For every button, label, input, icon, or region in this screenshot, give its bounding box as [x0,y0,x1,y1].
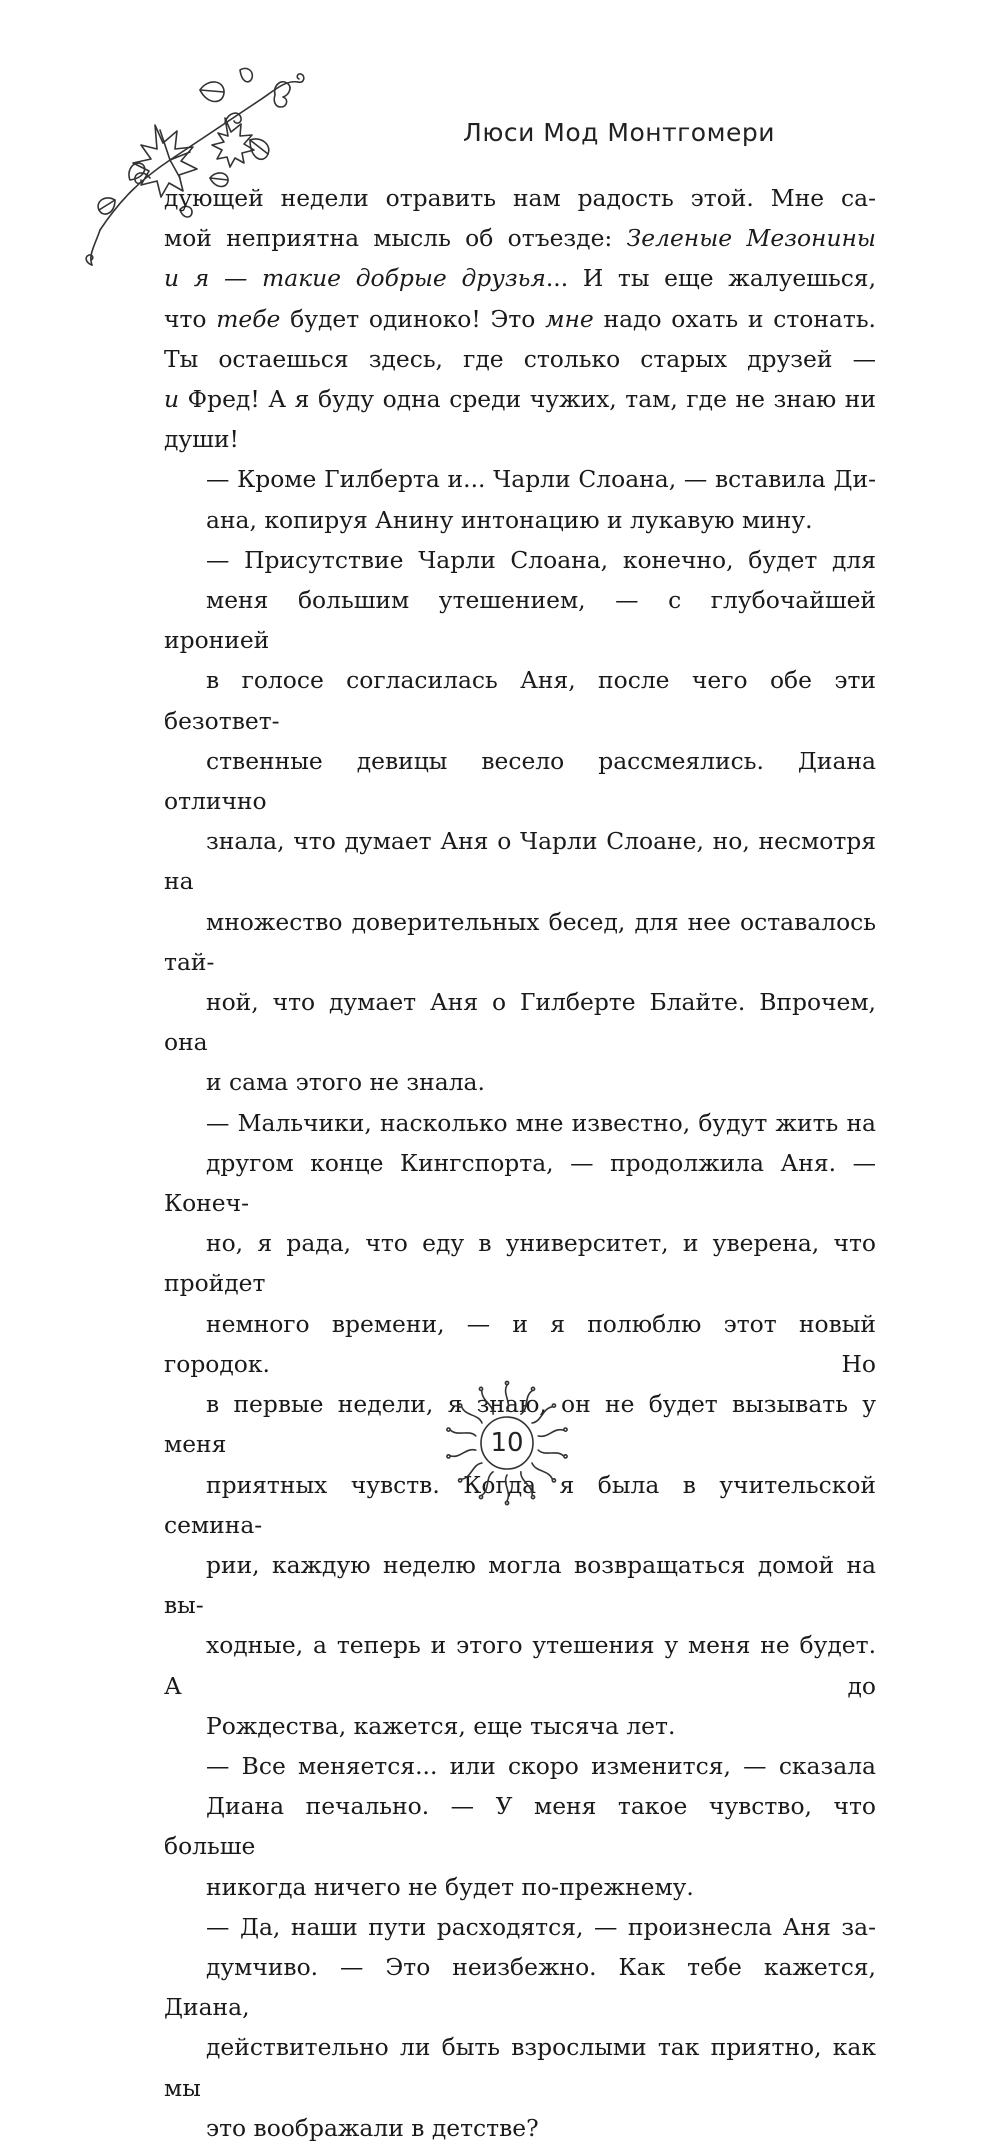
text-run: действительно ли быть взрослыми так приятно, как мы [164,2033,876,2102]
text-line [164,1907,876,1947]
text-run: в первые недели, я знаю, он не будет вызывать у меня [164,1390,876,1459]
text-line [164,821,876,901]
text-run: но, я рада, что еду в университет, и уверена, что пройдет [164,1229,876,1298]
text-run: и сама этого не знала. [206,1068,485,1097]
text-run: знала, что думает Аня о Чарли Слоане, но, несмотря на [164,827,876,896]
text-line [164,339,876,379]
text-line [164,1706,876,1746]
text-line [164,540,876,580]
page-number: 10 [490,1428,524,1458]
text-line [164,1103,876,1143]
paragraph [164,459,876,539]
text-run: рии, каждую неделю могла возвращаться домой на вы- [164,1550,876,1620]
paragraph [164,1907,876,2148]
text-line [164,1867,876,1907]
paragraph [164,178,876,459]
text-line [164,580,876,660]
paragraph [164,1746,876,1907]
text-line [164,500,876,540]
text-run: в голосе согласилась Аня, после чего обе эти безответ- [164,666,876,735]
page-number-ornament [432,1368,582,1518]
text-line [164,902,876,982]
text-run: ной, что думает Аня о Гилберте Блайте. Впрочем, она [164,988,876,1057]
text-run: ственные девицы весело рассмеялись. Диана отлично [164,746,876,816]
text-run: другом конце Кингспорта, — продолжила Аня. — Конеч- [164,1148,876,1218]
text-run: ана, копируя Анину интонацию и лукавую мину. [206,505,813,534]
text-run: думчиво. — Это неизбежно. Как тебе кажется, Диана, [164,1952,876,2022]
running-head-author: Люси Мод Монтгомери [463,118,775,147]
text-run: что [164,304,217,333]
text-run: множество доверительных бесед, для нее оставалось тай- [164,907,876,976]
text-line [164,1545,876,1625]
text-run: надо охать и стонать. [593,304,876,333]
text-line [164,1062,876,1102]
text-run: ходные, а теперь и этого утешения у меня не будет. А до [164,1631,876,1700]
text-line [164,299,876,339]
italic-run: мне [545,304,594,333]
text-line [164,1746,876,1786]
text-line [164,379,876,419]
text-run: — Все меняется... или скоро изменится, — сказала [206,1751,876,1780]
text-run: — Кроме Гилберта и... Чарли Слоана, — вставила Ди- [206,465,876,494]
text-run: — Присутствие Чарли Слоана, конечно, будет для [206,545,876,574]
text-line [164,1143,876,1223]
italic-run: Зеленые Мезонины [626,224,876,253]
paragraph [164,540,876,1103]
italic-run: и [164,385,180,414]
text-run: Фред! А я буду одна среди чужих, там, где не знаю ни [179,385,876,414]
text-line [164,459,876,499]
text-run: мой неприятна мысль об отъезде: [164,224,627,253]
text-line [164,2108,876,2148]
text-run: это воображали в детстве? [206,2113,539,2142]
text-line [164,1625,876,1705]
text-line [164,741,876,821]
text-run: Диана печально. — У меня такое чувство, что больше [164,1792,876,1861]
text-line [164,2027,876,2107]
text-line [164,218,876,258]
italic-run: тебе [216,304,281,333]
text-line [164,1223,876,1303]
text-line [164,1786,876,1866]
text-line [164,419,876,459]
italic-run: и я — такие добрые друзья [164,264,546,293]
text-run: ... И ты еще жалуешься, [545,264,877,293]
text-run: Ты остаешься здесь, где столько старых друзей — [164,344,876,373]
text-run: приятных чувств. Когда я была в учительской семина- [164,1470,876,1539]
text-run: никогда ничего не будет по-прежнему. [206,1872,694,1901]
text-run: — Да, наши пути расходятся, — произнесла Аня за- [206,1912,876,1941]
text-run: меня большим утешением, — с глубочайшей иронией [164,586,876,655]
text-line [164,258,876,298]
text-run: души! [164,425,239,454]
text-line [164,982,876,1062]
text-run: будет одиноко! Это [280,304,546,333]
text-line [164,1947,876,2027]
text-run: дующей недели отравить нам радость этой. Мне са- [164,184,876,212]
text-run: немного времени, — и я полюблю этот новый городок. Но [164,1309,876,1378]
text-run: Рождества, кажется, еще тысяча лет. [206,1711,676,1740]
text-line [164,660,876,740]
text-run: — Мальчики, насколько мне известно, будут жить на [206,1108,876,1137]
body-text [164,178,876,2148]
text-line [164,178,876,218]
